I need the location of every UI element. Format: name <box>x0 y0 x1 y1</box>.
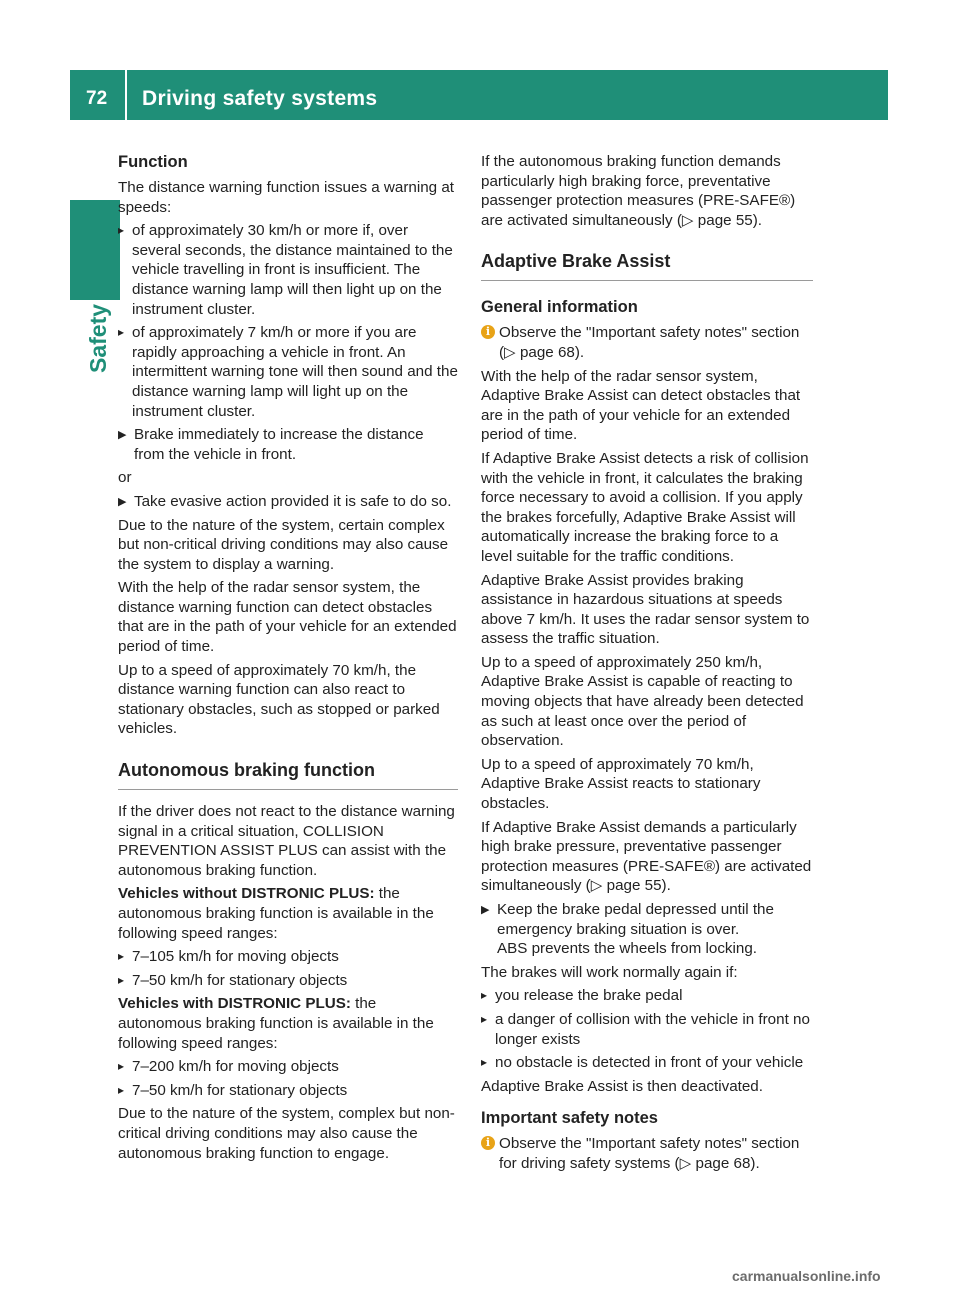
watermark: carmanualsonline.info <box>732 1268 881 1284</box>
page-number: 72 <box>86 88 108 109</box>
paragraph: Due to the nature of the system, complex but non-critical driving conditions may also cause the autonomous braking function to engage. <box>118 1105 455 1162</box>
list-item: ▸ 7–50 km/h for stationary objects <box>118 1081 458 1101</box>
speed-ranges-with <box>118 1057 458 1100</box>
or-label: or <box>118 469 132 487</box>
paragraph: With the help of the radar sensor system, Adaptive Brake Assist can detect obstacles that are in the path of your vehicle for an extended period of time. <box>481 367 801 444</box>
instruction-step <box>481 900 813 959</box>
note-text: Observe the "Important safety notes" section (▷ page 68). <box>499 324 800 361</box>
section-heading-wrap <box>118 759 458 790</box>
paragraph: With the help of the radar sensor system, the distance warning function can detect obstacles that are in the path of your vehicle for an extended period of time. <box>118 579 457 656</box>
section-marker <box>70 200 120 300</box>
page-title: Driving safety systems <box>142 87 378 110</box>
list-item: ▸ 7–105 km/h for moving objects <box>118 947 458 967</box>
step-subtext: ABS prevents the wheels from locking. <box>497 940 757 958</box>
with-distronic <box>118 994 458 1053</box>
speed-ranges-without <box>118 947 458 990</box>
info-icon: i <box>481 1136 495 1150</box>
list-item: ▸ a danger of collision with the vehicle in front no longer exists <box>481 1010 813 1049</box>
paragraph: Up to a speed of approximately 70 km/h, the distance warning function can also react to stationary obstacles, such as stopped or parked vehicles. <box>118 661 440 738</box>
release-conditions <box>481 986 813 1072</box>
safety-heading: Important safety notes <box>481 1109 658 1128</box>
list-item: ▸ of approximately 7 km/h or more if you are rapidly approaching a vehicle in front. An intermittent warning tone will then sound and the distance warning lamp will light up on the instrument cluster. <box>118 323 458 421</box>
right-column <box>481 152 813 1174</box>
paragraph: If Adaptive Brake Assist detects a risk of collision with the vehicle in front, it calculates the braking force necessary to avoid a collision. If you apply the brakes forcefully, Adaptive Brake Assist will automatically increase the braking force to a level suitable for the traffic conditions. <box>481 449 809 565</box>
paragraph: If the autonomous braking function demands particularly high braking force, preventative passenger protection measures (PRE-SAFE®) are activated simultaneously (▷ page 55). <box>481 153 796 229</box>
paragraph: Adaptive Brake Assist provides braking assistance in hazardous situations at speeds above 7 km/h. It uses the radar sensor system to assess the traffic situation. <box>481 571 810 648</box>
list-item: ▸ 7–50 km/h for stationary objects <box>118 971 458 991</box>
paragraph: Due to the nature of the system, certain complex but non-critical driving conditions may also cause the system to display a warning. <box>118 516 449 573</box>
note-text: Observe the "Important safety notes" section for driving safety systems (▷ page 68). <box>499 1135 800 1172</box>
with-text: the autonomous braking function is available in the following speed ranges: <box>118 995 434 1052</box>
instruction-steps <box>118 492 458 512</box>
list-item: ▸ no obstacle is detected in front of your vehicle <box>481 1053 813 1073</box>
without-label: Vehicles without DISTRONIC PLUS: <box>118 885 375 903</box>
function-intro: The distance warning function issues a warning at speeds: <box>118 179 455 216</box>
list-item: ▸ you release the brake pedal <box>481 986 813 1006</box>
paragraph: Adaptive Brake Assist is then deactivated. <box>481 1077 763 1095</box>
function-heading: Function <box>118 153 188 171</box>
paragraph: Up to a speed of approximately 70 km/h, Adaptive Brake Assist reacts to stationary obstacles. <box>481 755 761 813</box>
section-label: Safety <box>85 303 111 373</box>
aba-heading: Adaptive Brake Assist <box>481 251 671 272</box>
paragraph: If the driver does not react to the distance warning signal in a critical situation, COLLISION PREVENTION ASSIST PLUS can assist with the autonomous braking function. <box>118 803 455 879</box>
without-distronic <box>118 884 458 943</box>
info-note <box>481 1134 813 1173</box>
header-divider <box>125 70 127 120</box>
info-note <box>481 323 813 362</box>
paragraph: If Adaptive Brake Assist demands a particularly high brake pressure, preventative passenger protection measures (PRE-SAFE®) are activated simultaneously (▷ page 55). <box>481 818 812 895</box>
section-heading-wrap <box>481 250 813 281</box>
instruction-steps <box>118 425 458 464</box>
paragraph: Up to a speed of approximately 250 km/h, Adaptive Brake Assist is capable of reacting to moving objects that have already been detected as such at least once over the period of observation. <box>481 653 804 750</box>
list-item: ▸ 7–200 km/h for moving objects <box>118 1057 458 1077</box>
instruction-step: ▶ Brake immediately to increase the distance from the vehicle in front. <box>118 425 458 464</box>
step-text: Keep the brake pedal depressed until the emergency braking situation is over. <box>497 901 774 938</box>
without-text: the autonomous braking function is available in the following speed ranges: <box>118 885 434 942</box>
function-bullets <box>118 221 458 421</box>
general-heading: General information <box>481 298 638 317</box>
autonomous-heading: Autonomous braking function <box>118 760 375 781</box>
info-icon: i <box>481 325 495 339</box>
left-column <box>118 152 458 1163</box>
paragraph: The brakes will work normally again if: <box>481 963 738 981</box>
with-label: Vehicles with DISTRONIC PLUS: <box>118 995 351 1013</box>
instruction-step: ▶ Take evasive action provided it is safe to do so. <box>118 492 458 512</box>
list-item: ▸ of approximately 30 km/h or more if, over several seconds, the distance maintained to the vehicle travelling in front is insufficient. The distance warning lamp will then light up on the instrument cluster. <box>118 221 458 319</box>
instruction-steps <box>481 900 813 959</box>
